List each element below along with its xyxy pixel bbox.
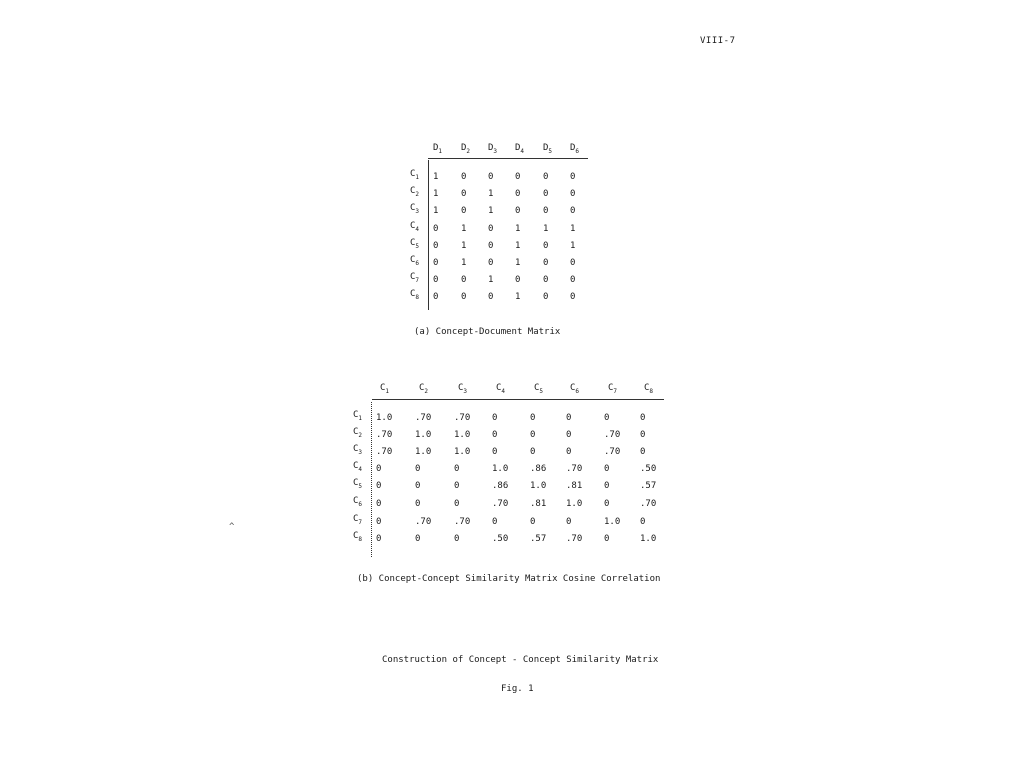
matrix_b-cell: 0: [604, 534, 610, 544]
matrix_b-row-label-subscript: 5: [358, 482, 363, 490]
matrix_a-cell: 0: [461, 172, 467, 182]
matrix_a-cell: 1: [515, 258, 521, 268]
matrix_b-col-header-subscript: 1: [385, 387, 390, 395]
matrix_b-cell: 1.0: [454, 447, 471, 457]
matrix_b-row-label-subscript: 4: [358, 465, 363, 473]
matrix-a-caption: (a) Concept-Document Matrix: [414, 327, 561, 337]
matrix_b-col-header-base: C: [608, 383, 614, 393]
matrix_b-col-header: [608, 383, 617, 395]
matrix_b-cell: .70: [566, 534, 583, 544]
matrix_a-cell: 1: [433, 189, 439, 199]
matrix_a-cell: 1: [461, 241, 467, 251]
matrix_a-cell: 0: [488, 258, 494, 268]
matrix_a-row-label-base: C: [410, 238, 416, 248]
matrix_a-row-label-base: C: [410, 186, 416, 196]
matrix_a-col-header-subscript: 6: [575, 147, 580, 155]
matrix_b-cell: 0: [454, 464, 460, 474]
matrix_a-cell: 0: [488, 224, 494, 234]
matrix_a-header-rule: [428, 158, 588, 159]
matrix_a-row-label-base: C: [410, 255, 416, 265]
matrix_b-row-rule: [371, 402, 372, 557]
matrix_b-cell: 0: [640, 430, 646, 440]
matrix_b-row-label-subscript: 8: [358, 535, 363, 543]
matrix_b-row-label: [353, 514, 362, 526]
matrix_b-cell: 0: [492, 430, 498, 440]
matrix_b-cell: 0: [530, 517, 536, 527]
matrix_a-col-header: [461, 143, 470, 155]
matrix_a-row-label-subscript: 6: [415, 259, 420, 267]
matrix_b-col-header: [496, 383, 505, 395]
matrix_b-cell: 0: [566, 447, 572, 457]
matrix_a-col-header-base: D: [570, 143, 576, 153]
matrix_b-col-header: [419, 383, 428, 395]
matrix_b-col-header-base: C: [458, 383, 464, 393]
matrix_a-col-header-base: D: [488, 143, 494, 153]
matrix_a-cell: 0: [488, 292, 494, 302]
matrix_b-cell: 1.0: [376, 413, 393, 423]
matrix_b-cell: 0: [640, 413, 646, 423]
matrix_a-row-label-base: C: [410, 272, 416, 282]
matrix_b-col-header-base: C: [644, 383, 650, 393]
matrix_b-cell: 0: [640, 447, 646, 457]
matrix_b-row-label-base: C: [353, 427, 359, 437]
matrix_a-col-header-base: D: [515, 143, 521, 153]
matrix_b-cell: 0: [376, 499, 382, 509]
matrix_b-cell: 0: [415, 481, 421, 491]
matrix_a-cell: 1: [515, 241, 521, 251]
matrix_a-col-header-base: D: [543, 143, 549, 153]
matrix_a-row-label: [410, 255, 419, 267]
matrix_b-row-label: [353, 496, 362, 508]
matrix_b-cell: 0: [566, 413, 572, 423]
matrix_a-row-rule: [428, 160, 429, 310]
matrix_b-row-label: [353, 461, 362, 473]
matrix_a-cell: 1: [570, 224, 576, 234]
stray-mark: ^: [229, 522, 235, 532]
matrix_b-cell: 1.0: [530, 481, 547, 491]
figure-label: Fig. 1: [501, 684, 534, 694]
matrix_a-cell: 0: [543, 241, 549, 251]
matrix_a-row-label-base: C: [410, 289, 416, 299]
matrix_b-cell: 0: [604, 499, 610, 509]
matrix_b-cell: .50: [640, 464, 657, 474]
matrix_b-cell: 0: [454, 481, 460, 491]
matrix_a-row-label: [410, 169, 419, 181]
matrix_a-cell: 0: [433, 275, 439, 285]
matrix_a-col-header: [570, 143, 579, 155]
matrix_a-cell: 0: [570, 258, 576, 268]
matrix_b-cell: 0: [492, 447, 498, 457]
matrix_a-cell: 1: [461, 224, 467, 234]
matrix_b-col-header-base: C: [419, 383, 425, 393]
matrix_b-cell: 0: [604, 481, 610, 491]
matrix_b-cell: .50: [492, 534, 509, 544]
matrix_b-cell: .70: [604, 447, 621, 457]
matrix_a-cell: 0: [570, 172, 576, 182]
matrix_b-col-header-base: C: [570, 383, 576, 393]
matrix_a-cell: 0: [461, 189, 467, 199]
matrix_a-cell: 0: [570, 189, 576, 199]
matrix_b-cell: 0: [376, 534, 382, 544]
matrix_a-cell: 0: [461, 206, 467, 216]
matrix_b-col-header: [644, 383, 653, 395]
matrix_a-row-label: [410, 221, 419, 233]
matrix_b-cell: 0: [530, 413, 536, 423]
matrix_b-cell: 0: [454, 499, 460, 509]
matrix_a-col-header-subscript: 1: [438, 147, 443, 155]
matrix_b-row-label-base: C: [353, 496, 359, 506]
matrix_b-row-label-base: C: [353, 410, 359, 420]
matrix_b-cell: .70: [454, 413, 471, 423]
matrix_b-cell: .86: [530, 464, 547, 474]
matrix_b-row-label-base: C: [353, 531, 359, 541]
matrix_a-row-label: [410, 203, 419, 215]
matrix_a-col-header-subscript: 3: [493, 147, 498, 155]
matrix_a-cell: 0: [461, 275, 467, 285]
matrix_b-row-label-base: C: [353, 478, 359, 488]
matrix_b-cell: .70: [492, 499, 509, 509]
matrix_b-row-label: [353, 410, 362, 422]
matrix_b-col-header-subscript: 5: [539, 387, 544, 395]
matrix_b-row-label-subscript: 3: [358, 448, 363, 456]
matrix_b-cell: .70: [415, 413, 432, 423]
matrix_b-col-header-base: C: [534, 383, 540, 393]
matrix_a-cell: 0: [488, 172, 494, 182]
matrix_b-col-header-subscript: 7: [613, 387, 618, 395]
page-number: VIII-7: [700, 36, 736, 46]
matrix_a-cell: 0: [543, 172, 549, 182]
matrix_a-row-label-subscript: 3: [415, 207, 420, 215]
matrix_b-row-label-subscript: 2: [358, 431, 363, 439]
matrix_b-col-header: [534, 383, 543, 395]
matrix_a-cell: 0: [543, 189, 549, 199]
matrix_b-cell: .57: [640, 481, 657, 491]
matrix_b-row-label: [353, 478, 362, 490]
matrix_b-col-header: [458, 383, 467, 395]
matrix_a-row-label: [410, 272, 419, 284]
matrix_b-col-header-base: C: [496, 383, 502, 393]
matrix_a-cell: 1: [543, 224, 549, 234]
matrix_b-cell: .70: [454, 517, 471, 527]
matrix_a-cell: 0: [433, 224, 439, 234]
matrix_b-cell: 0: [604, 464, 610, 474]
matrix_b-row-label-base: C: [353, 514, 359, 524]
matrix_a-row-label-subscript: 2: [415, 190, 420, 198]
matrix-b-caption: (b) Concept-Concept Similarity Matrix Cosine Correlation: [357, 574, 661, 584]
matrix_b-col-header-subscript: 6: [575, 387, 580, 395]
matrix_b-row-label: [353, 531, 362, 543]
matrix_a-row-label-base: C: [410, 203, 416, 213]
matrix_b-cell: 0: [454, 534, 460, 544]
matrix_b-row-label: [353, 444, 362, 456]
matrix_b-row-label-base: C: [353, 461, 359, 471]
matrix_b-cell: 0: [376, 464, 382, 474]
matrix_b-col-header-subscript: 4: [501, 387, 506, 395]
matrix_b-cell: .81: [530, 499, 547, 509]
matrix_b-col-header-base: C: [380, 383, 386, 393]
matrix_b-cell: .70: [604, 430, 621, 440]
matrix_a-cell: 0: [543, 292, 549, 302]
matrix_a-col-header-subscript: 4: [520, 147, 525, 155]
matrix_b-col-header: [570, 383, 579, 395]
matrix_b-cell: .70: [566, 464, 583, 474]
matrix_b-cell: 0: [492, 413, 498, 423]
matrix_a-row-label-base: C: [410, 169, 416, 179]
matrix_b-row-label-subscript: 1: [358, 414, 363, 422]
matrix_b-col-header-subscript: 8: [649, 387, 654, 395]
matrix_a-cell: 0: [515, 275, 521, 285]
matrix_a-cell: 0: [543, 258, 549, 268]
matrix_a-cell: 1: [488, 189, 494, 199]
matrix_a-cell: 0: [515, 189, 521, 199]
matrix_a-cell: 1: [433, 206, 439, 216]
matrix_a-cell: 0: [488, 241, 494, 251]
matrix_b-row-label-base: C: [353, 444, 359, 454]
matrix_a-row-label-subscript: 7: [415, 276, 420, 284]
matrix_b-cell: 1.0: [492, 464, 509, 474]
matrix_a-cell: 0: [433, 258, 439, 268]
matrix_b-cell: 1.0: [454, 430, 471, 440]
matrix_a-row-label: [410, 186, 419, 198]
matrix_b-col-header: [380, 383, 389, 395]
matrix_b-cell: 1.0: [415, 430, 432, 440]
matrix_b-cell: 1.0: [415, 447, 432, 457]
matrix_a-col-header: [515, 143, 524, 155]
matrix_a-cell: 1: [461, 258, 467, 268]
matrix_a-cell: 1: [515, 224, 521, 234]
matrix_a-cell: 0: [515, 206, 521, 216]
matrix_b-cell: 0: [640, 517, 646, 527]
matrix_a-row-label-subscript: 8: [415, 293, 420, 301]
figure-title: Construction of Concept - Concept Similarity Matrix: [382, 655, 659, 665]
matrix_a-cell: 0: [570, 275, 576, 285]
matrix_b-cell: .70: [640, 499, 657, 509]
matrix_a-cell: 0: [543, 275, 549, 285]
matrix_b-cell: 0: [566, 517, 572, 527]
matrix_b-header-rule: [372, 399, 664, 400]
matrix_b-cell: .70: [376, 430, 393, 440]
matrix_b-cell: 0: [604, 413, 610, 423]
matrix_b-row-label-subscript: 6: [358, 500, 363, 508]
matrix_a-col-header-subscript: 2: [466, 147, 471, 155]
matrix_b-cell: 0: [566, 430, 572, 440]
matrix_a-col-header: [488, 143, 497, 155]
matrix_b-cell: .57: [530, 534, 547, 544]
matrix_b-cell: 0: [415, 534, 421, 544]
matrix_a-cell: 1: [515, 292, 521, 302]
matrix_b-cell: 1.0: [604, 517, 621, 527]
matrix_a-cell: 1: [570, 241, 576, 251]
matrix_a-cell: 1: [433, 172, 439, 182]
matrix_a-col-header: [433, 143, 442, 155]
matrix_b-cell: .81: [566, 481, 583, 491]
matrix_b-col-header-subscript: 3: [463, 387, 468, 395]
matrix_a-cell: 0: [433, 292, 439, 302]
matrix_b-cell: 0: [415, 499, 421, 509]
matrix_b-cell: 0: [530, 430, 536, 440]
matrix_a-col-header: [543, 143, 552, 155]
matrix_b-cell: .70: [415, 517, 432, 527]
matrix_a-row-label-subscript: 4: [415, 225, 420, 233]
matrix_b-cell: .86: [492, 481, 509, 491]
matrix_a-row-label: [410, 238, 419, 250]
matrix_a-row-label-subscript: 5: [415, 242, 420, 250]
matrix_b-row-label: [353, 427, 362, 439]
matrix_b-cell: 1.0: [566, 499, 583, 509]
matrix_b-cell: 0: [415, 464, 421, 474]
matrix_b-cell: .70: [376, 447, 393, 457]
matrix_a-cell: 0: [543, 206, 549, 216]
matrix_a-col-header-subscript: 5: [548, 147, 553, 155]
matrix_a-cell: 0: [433, 241, 439, 251]
matrix_b-cell: 1.0: [640, 534, 657, 544]
matrix_a-cell: 0: [570, 206, 576, 216]
matrix_a-cell: 1: [488, 206, 494, 216]
matrix_b-row-label-subscript: 7: [358, 518, 363, 526]
matrix_a-col-header-base: D: [461, 143, 467, 153]
matrix_a-cell: 0: [461, 292, 467, 302]
matrix_a-row-label-subscript: 1: [415, 173, 420, 181]
matrix_a-col-header-base: D: [433, 143, 439, 153]
matrix_b-cell: 0: [530, 447, 536, 457]
matrix_b-col-header-subscript: 2: [424, 387, 429, 395]
matrix_b-cell: 0: [492, 517, 498, 527]
matrix_a-cell: 0: [570, 292, 576, 302]
matrix_a-row-label: [410, 289, 419, 301]
matrix_a-row-label-base: C: [410, 221, 416, 231]
matrix_b-cell: 0: [376, 517, 382, 527]
matrix_b-cell: 0: [376, 481, 382, 491]
matrix_a-cell: 0: [515, 172, 521, 182]
matrix_a-cell: 1: [488, 275, 494, 285]
